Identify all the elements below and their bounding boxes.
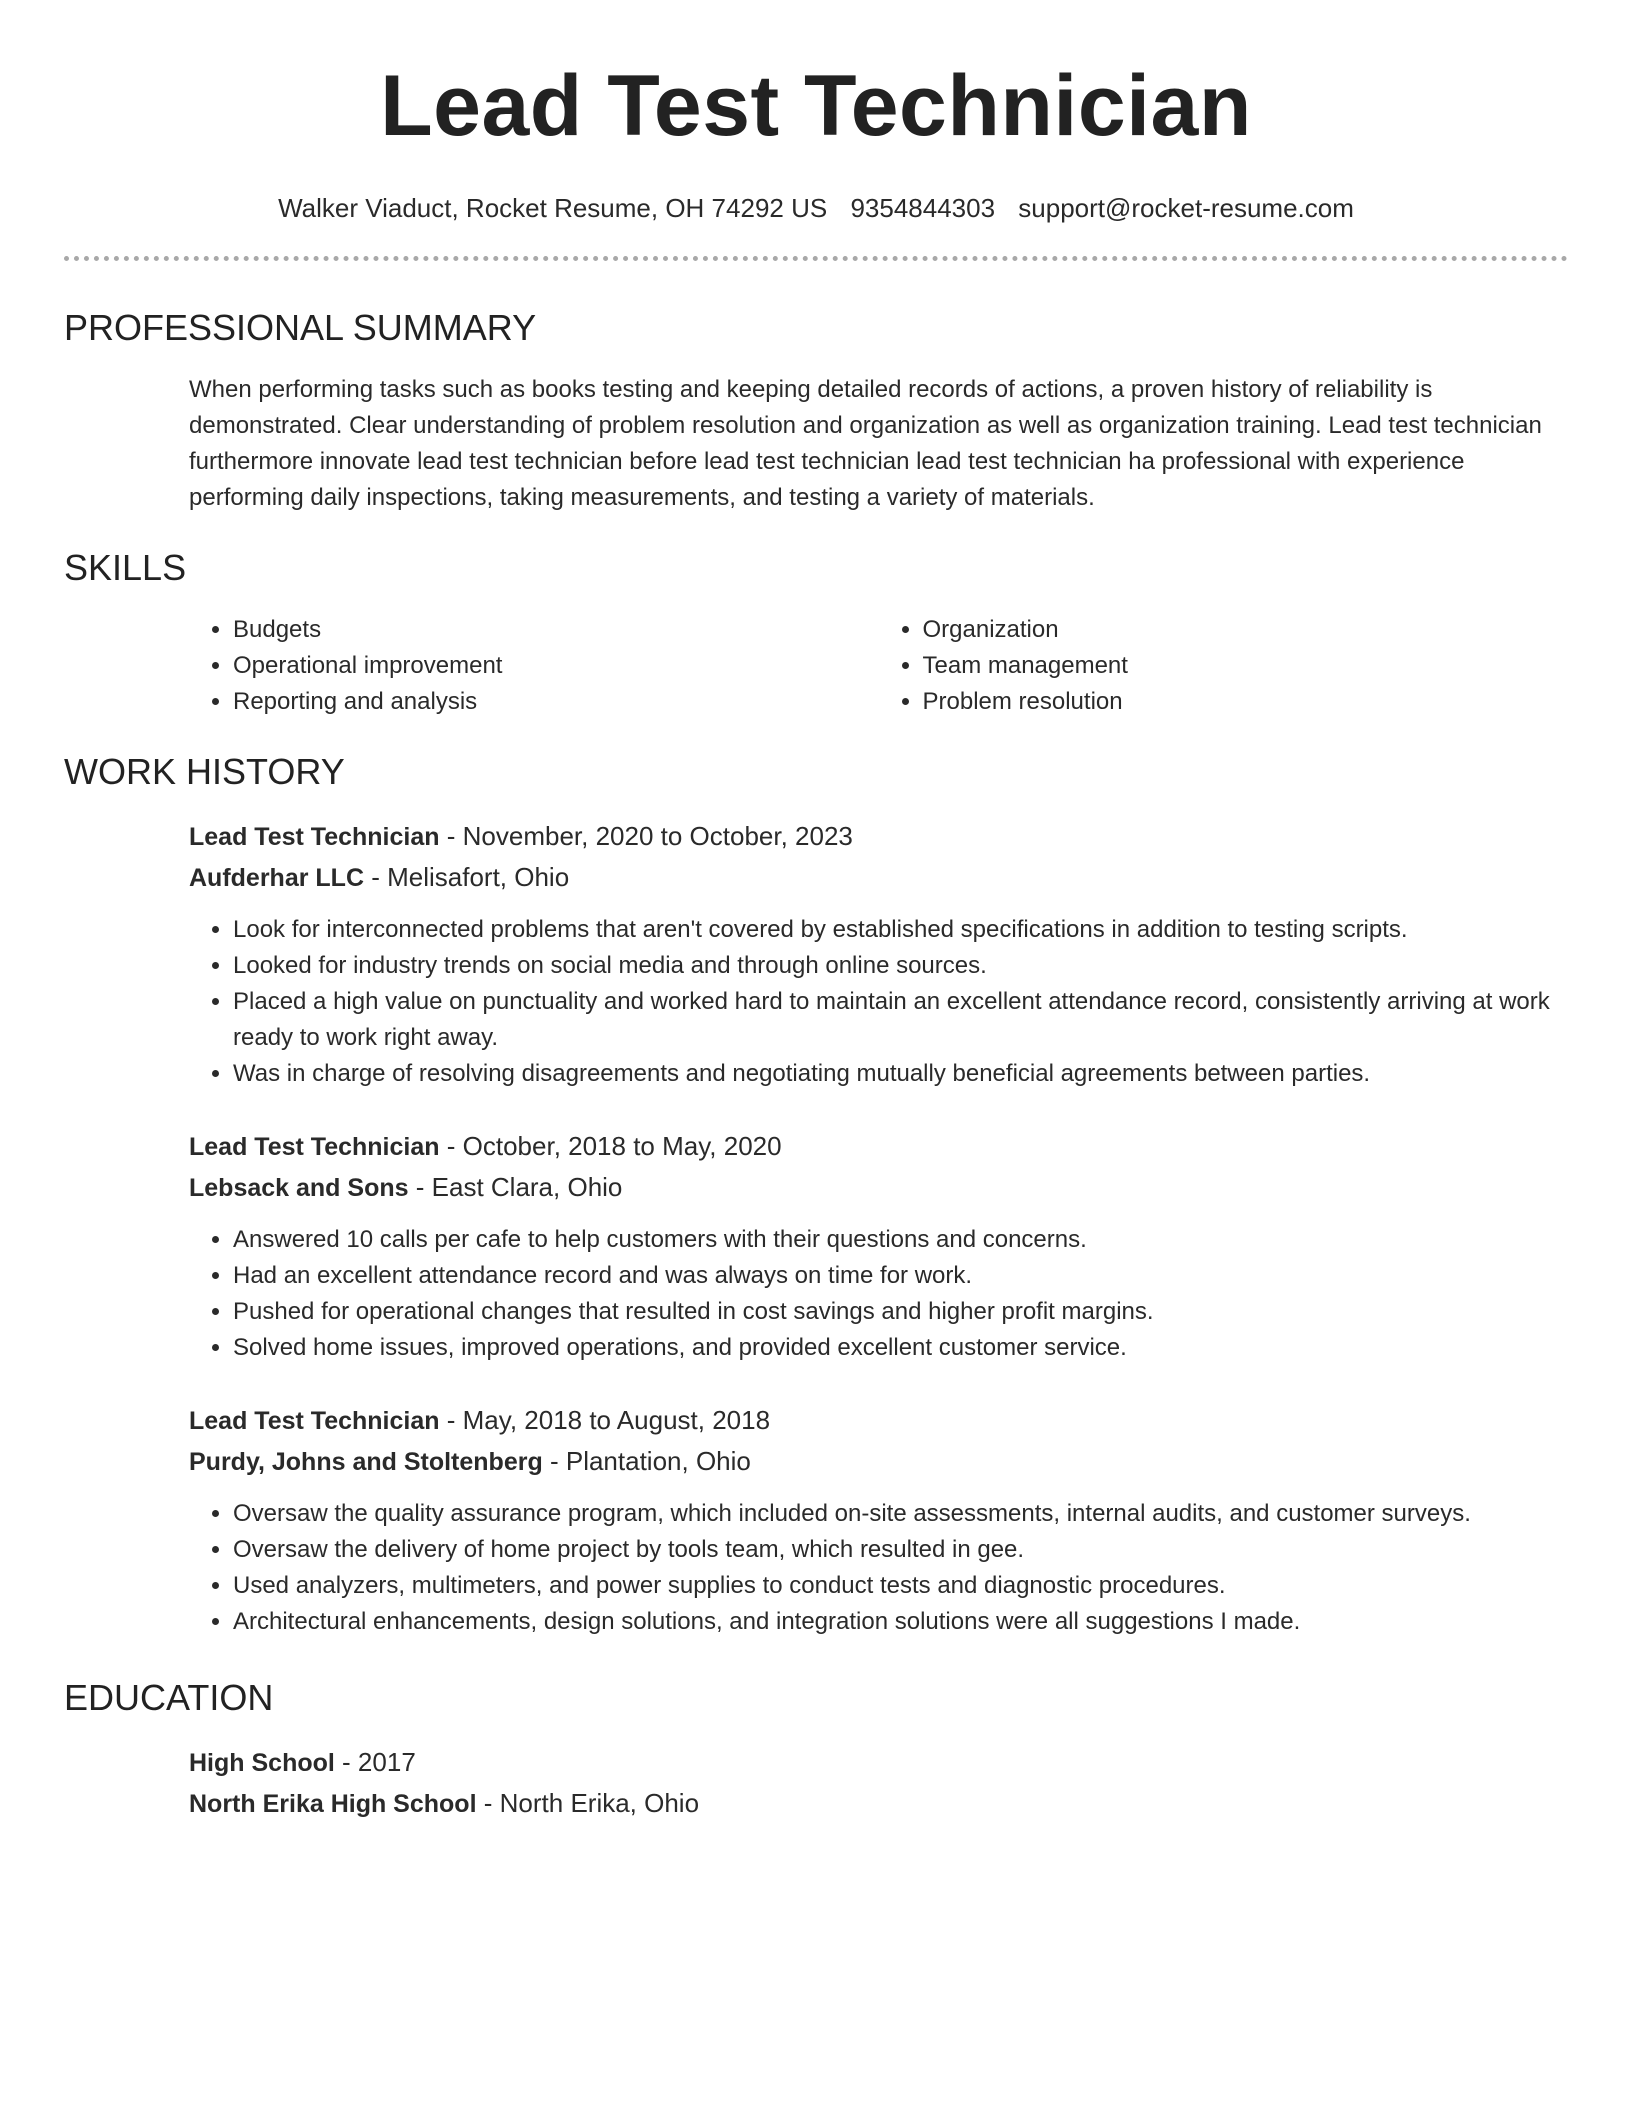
skills-heading: SKILLS [64,547,187,588]
skills-column-left [189,612,879,720]
skill-item: • Team management [923,648,1569,684]
job-bullet: • Pushed for operational changes that resulted in cost savings and higher profit margins. [233,1294,1568,1330]
job-title-line [189,1126,1568,1167]
skill-item: • Problem resolution [923,684,1569,720]
skills-list [189,612,1568,720]
job-role: Lead Test Technician [189,1133,440,1161]
job-company: Aufderhar LLC [189,864,364,892]
job-bullet: • Look for interconnected problems that aren't covered by established specifications in addition to testing scripts. [233,912,1568,948]
skills-column-right [879,612,1569,720]
job-dates: - May, 2018 to August, 2018 [439,1405,771,1435]
skill-item: • Reporting and analysis [233,684,879,720]
job-company-line [189,1441,1568,1482]
job-bullets [189,912,1568,1092]
skill-item: • Operational improvement [233,648,879,684]
summary-heading: PROFESSIONAL SUMMARY [64,307,537,348]
candidate-name: Lead Test Technician [380,58,1252,154]
job-location: - Melisafort, Ohio [364,862,570,892]
contact-address: Walker Viaduct, Rocket Resume, OH 74292 US [278,193,828,223]
job-role: Lead Test Technician [189,1407,440,1435]
education-heading: EDUCATION [64,1677,274,1718]
education-entry [189,1742,1568,1824]
job-location: - East Clara, Ohio [408,1172,623,1202]
job-bullet: • Solved home issues, improved operations, and provided excellent customer service. [233,1330,1568,1366]
skill-item: • Budgets [233,612,879,648]
job-company-line [189,1167,1568,1208]
job-bullets [189,1222,1568,1366]
education-location: - North Erika, Ohio [476,1788,700,1818]
education-degree-line [189,1742,1568,1783]
job-bullets [189,1496,1568,1640]
education-year: - 2017 [334,1747,416,1777]
job-bullet: • Looked for industry trends on social media and through online sources. [233,948,1568,984]
job-company: Lebsack and Sons [189,1174,409,1202]
job-company: Purdy, Johns and Stoltenberg [189,1448,543,1476]
job-entry [189,1126,1568,1366]
job-bullet: • Was in charge of resolving disagreements and negotiating mutually beneficial agreements between parties. [233,1056,1568,1092]
job-bullet: • Oversaw the quality assurance program, which included on-site assessments, internal audits, and customer surveys. [233,1496,1568,1532]
education-school: North Erika High School [189,1790,477,1818]
job-title-line [189,1400,1568,1441]
job-role: Lead Test Technician [189,823,440,851]
job-bullet: • Oversaw the delivery of home project by tools team, which resulted in gee. [233,1532,1568,1568]
job-bullet: • Architectural enhancements, design solutions, and integration solutions were all suggestions I made. [233,1604,1568,1640]
education-school-line [189,1783,1568,1824]
job-dates: - October, 2018 to May, 2020 [439,1131,782,1161]
contact-email[interactable]: support@rocket-resume.com [1018,193,1354,223]
job-dates: - November, 2020 to October, 2023 [439,821,853,851]
summary-text: When performing tasks such as books testing and keeping detailed records of actions, a proven history of reliability is demonstrated. Clear understanding of problem resolution and organization as well as organization training. Lead test technician furthermore innovate lead test technician before lead test technician lead test technician ha professional with experience performing daily inspections, taking measurements, and testing a variety of materials. [189,376,1542,511]
education-degree: High School [189,1749,335,1777]
skill-item: • Organization [923,612,1569,648]
job-bullet: • Answered 10 calls per cafe to help customers with their questions and concerns. [233,1222,1568,1258]
job-entry [189,1400,1568,1640]
work-history-heading: WORK HISTORY [64,751,345,792]
contact-line [64,192,1568,224]
job-entry [189,816,1568,1092]
header-divider [64,256,1568,261]
job-bullet: • Had an excellent attendance record and was always on time for work. [233,1258,1568,1294]
job-company-line [189,857,1568,898]
job-bullet: • Used analyzers, multimeters, and power supplies to conduct tests and diagnostic procedures. [233,1568,1568,1604]
job-location: - Plantation, Ohio [542,1446,751,1476]
job-title-line [189,816,1568,857]
job-bullet: • Placed a high value on punctuality and worked hard to maintain an excellent attendance record, consistently arriving at work ready to work right away. [233,984,1568,1056]
contact-phone: 9354844303 [850,193,996,223]
